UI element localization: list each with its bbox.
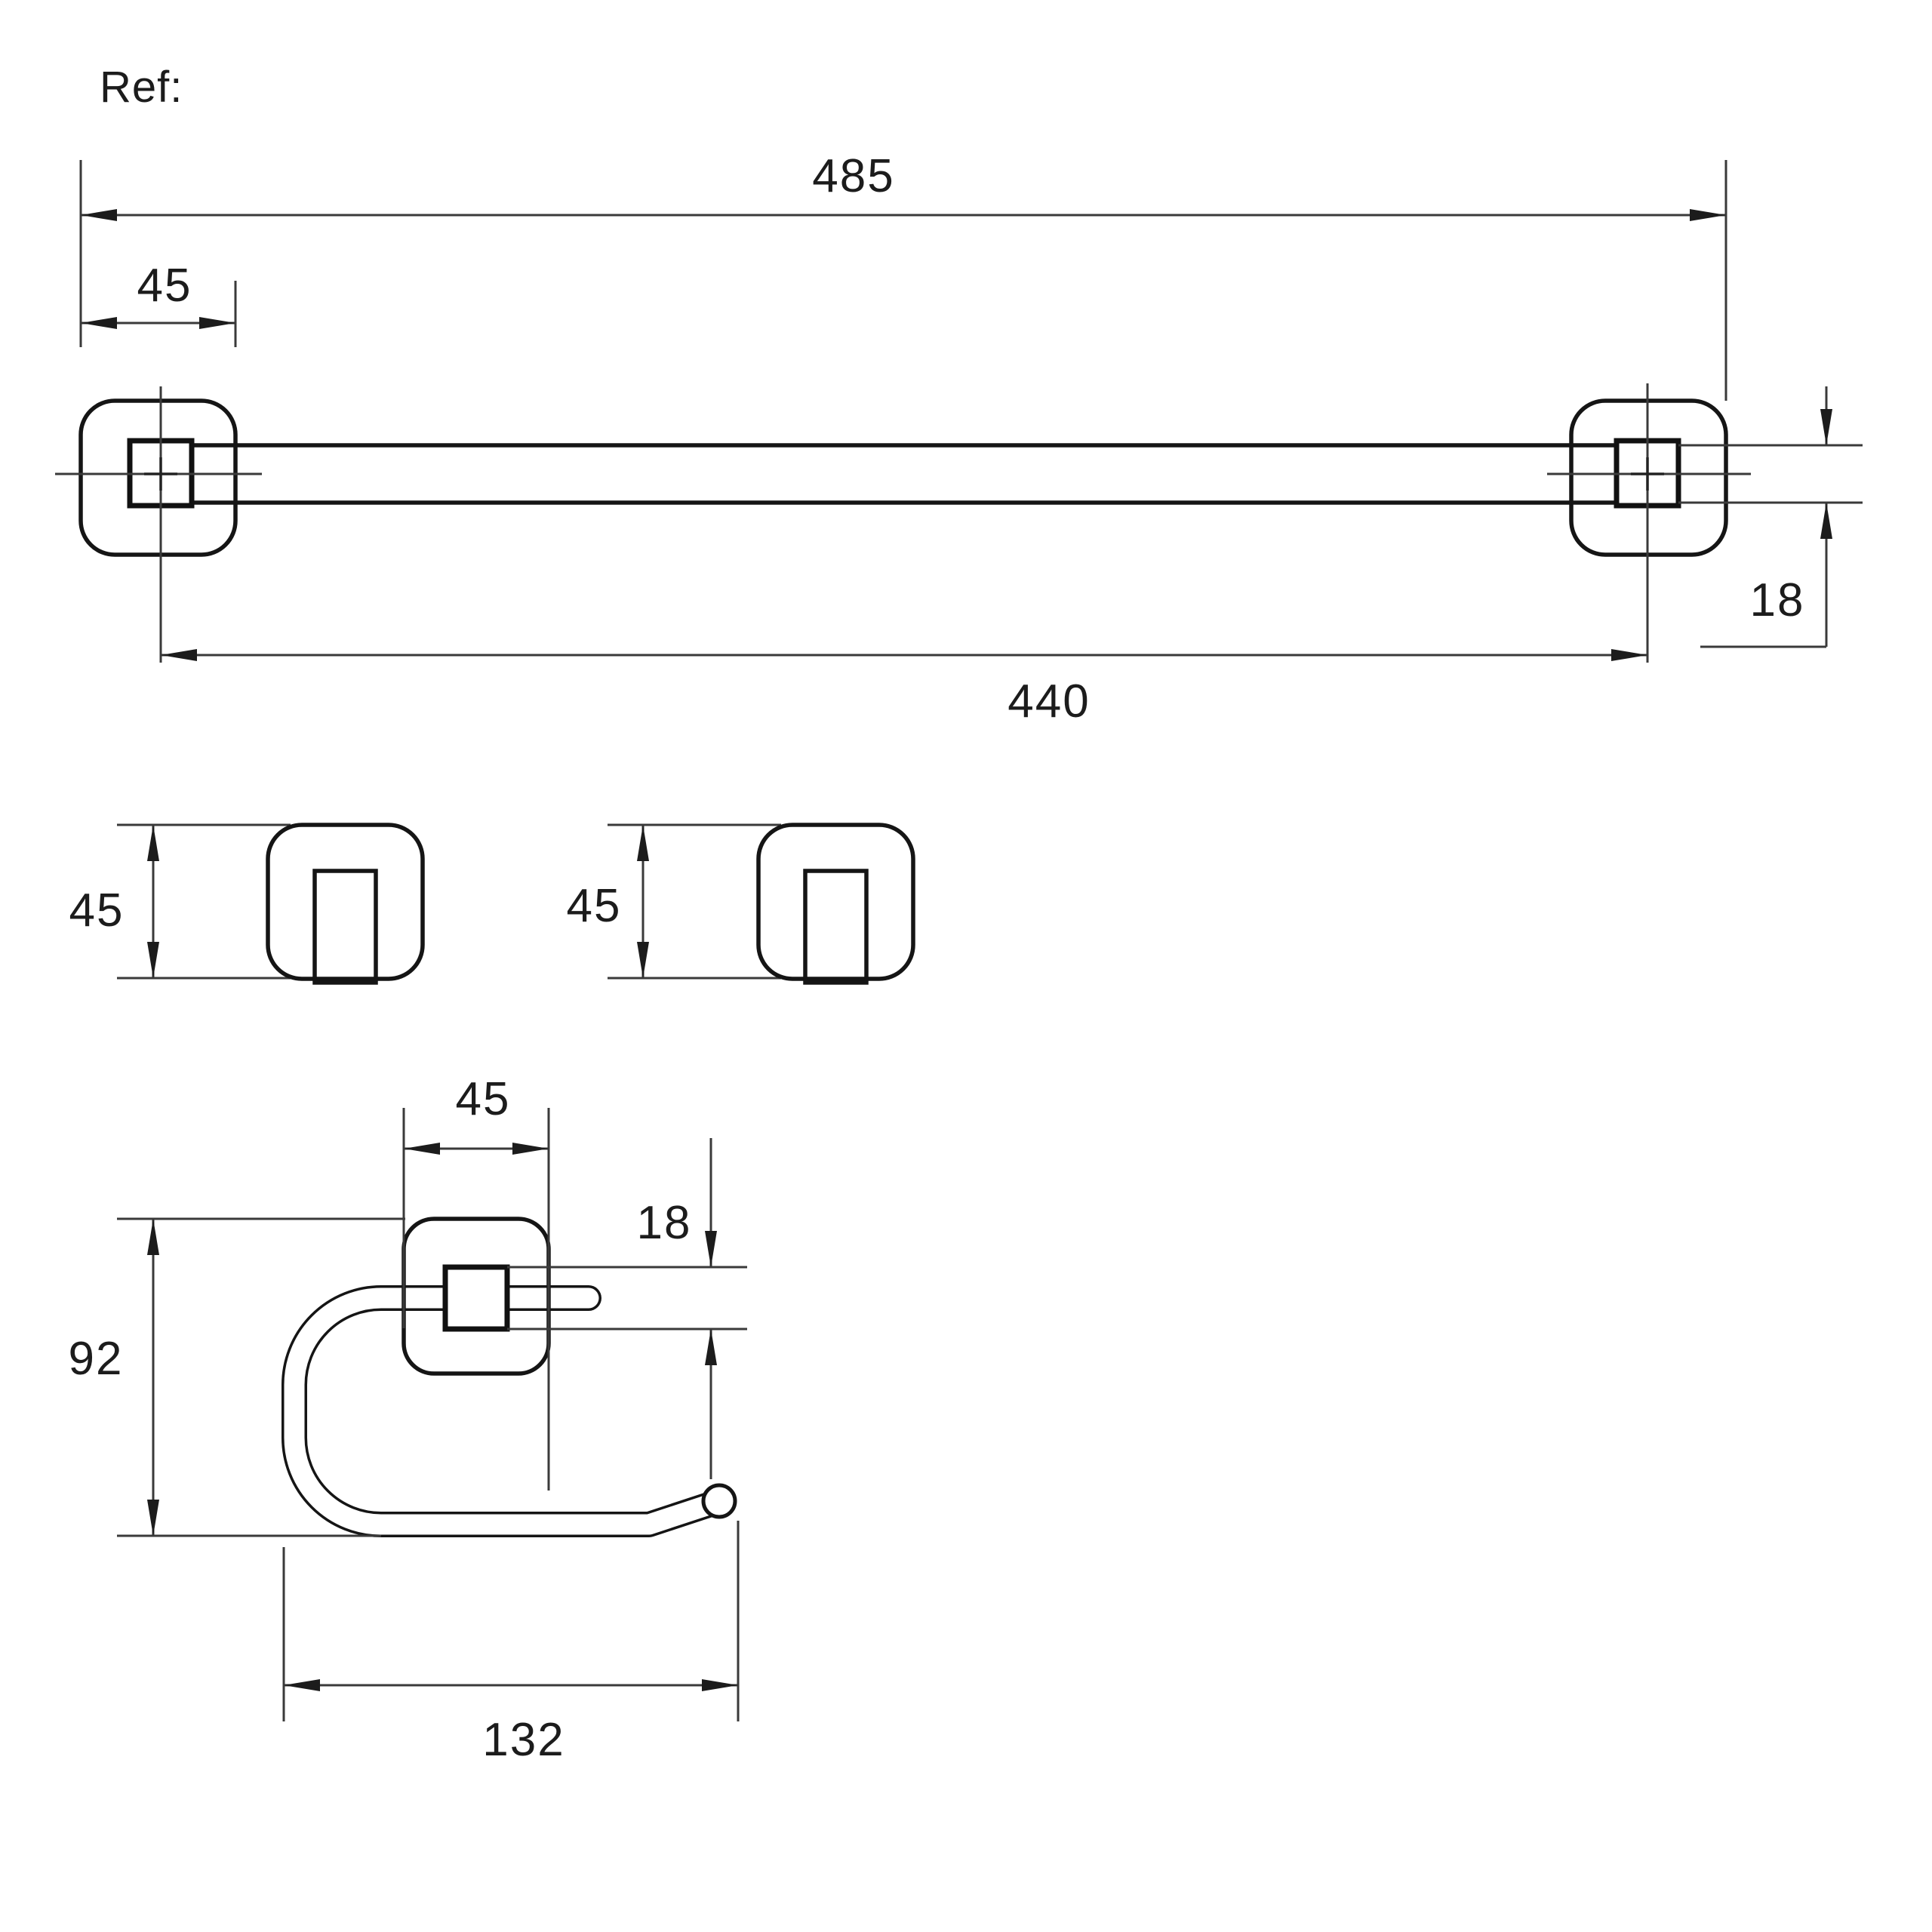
dim-label-45-hook2: 45: [566, 880, 622, 932]
dim-label-18-bar: 18: [1749, 574, 1805, 626]
towel-bar-drawing: [55, 150, 1863, 728]
hook2-plate: [758, 825, 913, 979]
holder-arm-core: [294, 1298, 715, 1524]
dim-hole-centers: [161, 649, 1647, 728]
dim-label-45-hook1: 45: [69, 884, 125, 937]
dim-bar-height: [1678, 386, 1863, 647]
dim-label-45-plate: 45: [137, 260, 192, 312]
robe-hook-right-drawing: [567, 825, 913, 983]
hook1-peg: [315, 871, 376, 983]
dim-holder-height: [69, 1219, 405, 1536]
ref-label: Ref:: [100, 63, 183, 112]
dim-plate-width: [81, 260, 235, 347]
dim-holder-arm-length: [284, 1521, 738, 1766]
holder-arm-ball-tip: [703, 1485, 735, 1517]
dim-label-132: 132: [482, 1714, 565, 1766]
holder-arm-outline: [294, 1298, 715, 1524]
paper-holder-drawing: [69, 1073, 747, 1766]
dim-label-45-holder: 45: [455, 1073, 511, 1125]
hook2-peg: [805, 871, 866, 983]
hook1-plate: [268, 825, 423, 979]
dim-label-485: 485: [812, 150, 895, 202]
holder-collar: [445, 1267, 507, 1329]
dim-label-92: 92: [68, 1333, 124, 1385]
dim-overall-width: [81, 150, 1726, 401]
dim-label-18-holder: 18: [636, 1197, 692, 1249]
dim-label-440: 440: [1008, 675, 1091, 728]
robe-hook-left-drawing: [69, 825, 423, 983]
